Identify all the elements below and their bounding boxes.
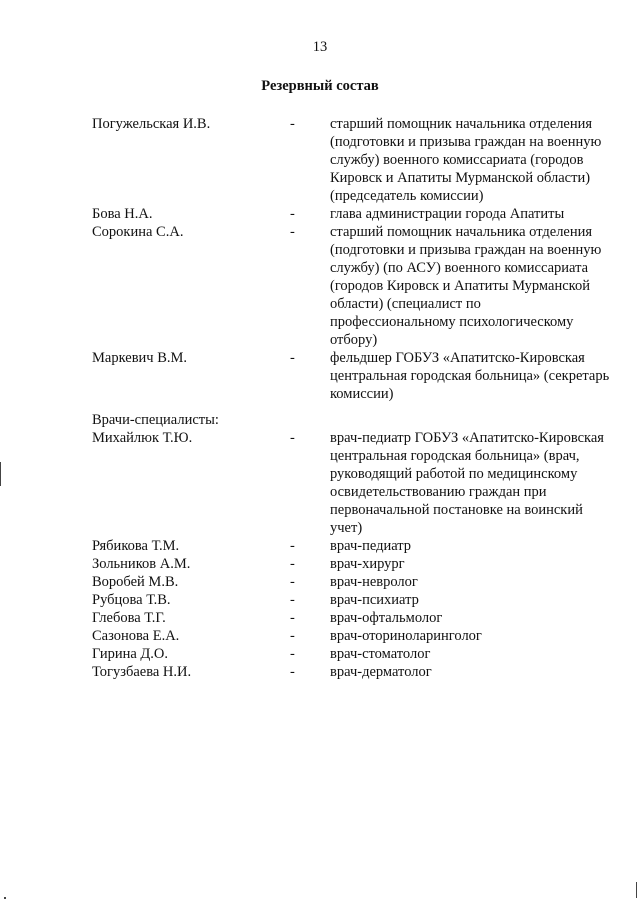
roster-row	[92, 609, 612, 627]
specialists-heading: Врачи-специалисты:	[92, 412, 219, 428]
page-number: 13	[312, 39, 328, 55]
specialist-role: врач-психиатр	[330, 592, 419, 608]
specialist-name: Рубцова Т.В.	[92, 592, 171, 608]
dash-separator: -	[290, 224, 295, 240]
scan-edge-mark	[0, 462, 1, 486]
roster-row	[92, 429, 612, 537]
roster-row	[92, 573, 612, 591]
dash-separator: -	[290, 556, 295, 572]
roster-row	[92, 223, 612, 349]
roster-row	[92, 591, 612, 609]
dash-separator: -	[290, 592, 295, 608]
specialist-role: врач-офтальмолог	[330, 610, 443, 626]
specialist-name: Гирина Д.О.	[92, 646, 169, 662]
dash-separator: -	[290, 430, 295, 446]
roster-row	[92, 645, 612, 663]
member-name: Сорокина С.А.	[92, 224, 184, 240]
dash-separator: -	[290, 206, 295, 222]
specialist-name: Тогузбаева Н.И.	[92, 664, 192, 680]
roster-row	[92, 205, 612, 223]
member-role: фельдшер ГОБУЗ «Апатитско-Кировская центральная городская больница» (секретарь комиссии)	[330, 350, 610, 402]
specialist-role: врач-невролог	[330, 574, 418, 590]
specialist-role: врач-оториноларинголог	[330, 628, 482, 644]
specialist-name: Зольников А.М.	[92, 556, 191, 572]
roster-row	[92, 555, 612, 573]
member-name: Бова Н.А.	[92, 206, 153, 222]
specialist-name: Глебова Т.Г.	[92, 610, 166, 626]
specialists-heading-row	[92, 411, 612, 429]
specialist-role: врач-стоматолог	[330, 646, 431, 662]
roster-row	[92, 537, 612, 555]
member-role: старший помощник начальника отделения (подготовки и призыва граждан на военную службу) военного комиссариата (городов Кировск и Апатиты Мурманской области) (председатель комиссии)	[330, 116, 602, 204]
roster-table	[92, 115, 612, 681]
specialist-name: Воробей М.В.	[92, 574, 179, 590]
specialist-role: врач-дерматолог	[330, 664, 432, 680]
specialist-role: врач-педиатр ГОБУЗ «Апатитско-Кировская центральная городская больница» (врач, руководящий работой по медицинскому освидетельствованию граждан при первоначальной постановке на воинский учет)	[330, 430, 604, 536]
dash-separator: -	[290, 538, 295, 554]
scan-edge-mark	[636, 882, 637, 898]
specialist-name: Сазонова Е.А.	[92, 628, 180, 644]
roster-row	[92, 663, 612, 681]
specialist-role: врач-хирург	[330, 556, 405, 572]
member-role: старший помощник начальника отделения (подготовки и призыва граждан на военную службу) (по АСУ) военного комиссариата (городов Кировск и Апатиты Мурманской области) (специалист по профессиональному психологическому отбору)	[330, 224, 602, 348]
specialist-name: Михайлюк Т.Ю.	[92, 430, 193, 446]
roster-row	[92, 627, 612, 645]
dash-separator: -	[290, 664, 295, 680]
dash-separator: -	[290, 628, 295, 644]
member-role: глава администрации города Апатиты	[330, 206, 565, 222]
dash-separator: -	[290, 646, 295, 662]
dash-separator: -	[290, 574, 295, 590]
specialist-role: врач-педиатр	[330, 538, 412, 554]
section-title: Резервный состав	[261, 78, 379, 94]
dash-separator: -	[290, 350, 295, 366]
scan-edge-mark	[4, 897, 6, 899]
dash-separator: -	[290, 610, 295, 626]
specialist-name: Рябикова Т.М.	[92, 538, 180, 554]
member-name: Погужельская И.В.	[92, 116, 211, 132]
roster-row	[92, 115, 612, 205]
dash-separator: -	[290, 116, 295, 132]
member-name: Маркевич В.М.	[92, 350, 188, 366]
roster-row	[92, 349, 612, 403]
